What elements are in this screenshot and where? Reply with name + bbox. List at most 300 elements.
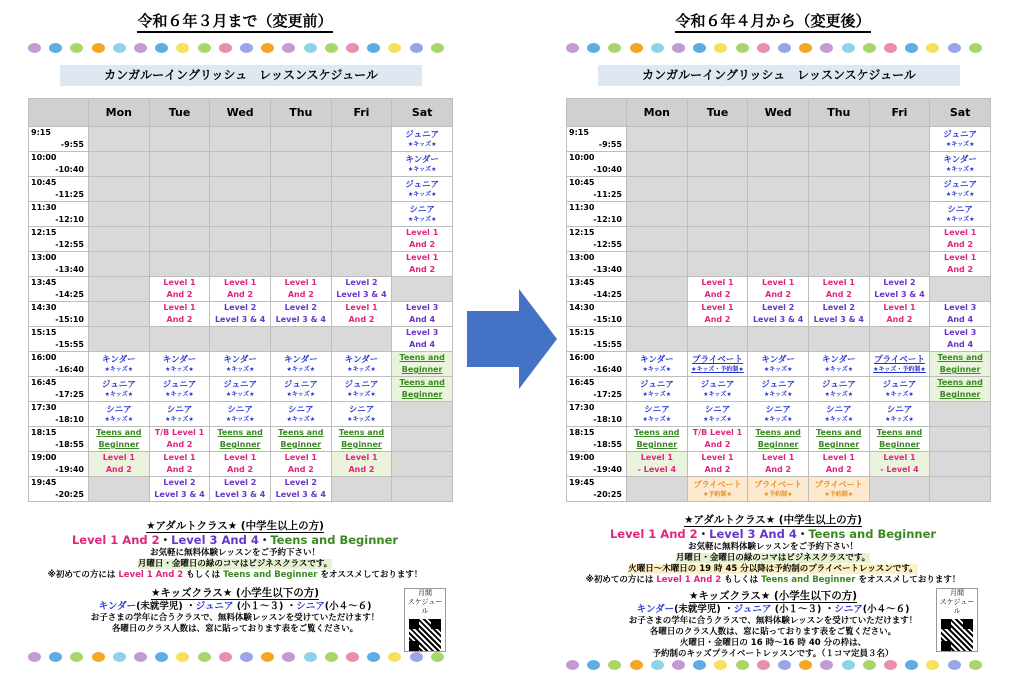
time-end: -15:55	[593, 340, 622, 349]
empty-slot	[89, 152, 150, 177]
time-end: -14:25	[55, 290, 84, 299]
class-slot	[392, 152, 453, 177]
time-start: 19:00	[31, 453, 57, 462]
empty-slot	[89, 202, 150, 227]
class-name: キンダー	[943, 155, 977, 165]
empty-slot	[808, 227, 869, 252]
time-slot-row	[29, 477, 453, 502]
class-name: ジュニア	[344, 380, 379, 390]
qr-code-box[interactable]	[936, 588, 978, 652]
class-name: Level 2	[822, 303, 855, 312]
time-end: -14:25	[593, 290, 622, 299]
class-slot	[687, 427, 748, 452]
info-line: お気軽に無料体験レッスンをご予約下さい！	[150, 548, 320, 558]
time-cell	[567, 177, 627, 202]
decorative-dot	[431, 43, 444, 53]
empty-slot	[687, 327, 748, 352]
class-name: Teens and	[634, 428, 680, 437]
decorative-dot	[820, 660, 833, 670]
empty-slot	[627, 127, 688, 152]
class-name: シニア	[947, 205, 973, 215]
empty-slot	[687, 252, 748, 277]
class-slot	[392, 352, 453, 377]
class-detail: Beginner	[280, 440, 322, 449]
class-slot	[270, 277, 331, 302]
class-detail: ★キッズ★	[347, 416, 376, 423]
class-name: シニア	[288, 405, 314, 415]
class-slot	[627, 402, 688, 427]
empty-slot	[808, 327, 869, 352]
time-cell	[567, 152, 627, 177]
class-name: キンダー	[344, 355, 379, 365]
class-name: ジュニア	[223, 380, 258, 390]
class-name: ジュニア	[162, 380, 197, 390]
decorative-dot	[240, 43, 253, 53]
class-name: Teens and	[217, 428, 263, 437]
empty-slot	[331, 252, 392, 277]
empty-slot	[210, 152, 271, 177]
decorative-dot	[92, 652, 105, 662]
time-end: -17:25	[593, 390, 622, 399]
decorative-dot	[587, 43, 600, 53]
class-slot	[930, 352, 991, 377]
decorative-dot	[155, 652, 168, 662]
class-name: Level 1	[284, 453, 317, 462]
class-slot	[270, 352, 331, 377]
time-cell	[567, 127, 627, 152]
time-end: -15:10	[593, 315, 622, 324]
info-line: ※初めての方には Level 1 And 2 もしくは Teens and Beginner をオススメしております！	[47, 570, 423, 580]
time-start: 13:45	[31, 278, 57, 287]
day-header: Sat	[392, 99, 453, 127]
time-slot-row	[29, 427, 453, 452]
class-slot	[210, 377, 271, 402]
empty-slot	[392, 277, 453, 302]
time-cell	[567, 427, 627, 452]
decorative-dot	[134, 43, 147, 53]
decorative-dot	[736, 43, 749, 53]
empty-slot	[270, 252, 331, 277]
empty-slot	[210, 127, 271, 152]
class-detail: Beginner	[341, 440, 382, 449]
class-name: Level 1	[701, 453, 734, 462]
decorative-dot	[49, 652, 62, 662]
class-slot	[869, 352, 930, 377]
time-cell	[29, 477, 89, 502]
class-slot	[210, 477, 271, 502]
time-start: 18:15	[31, 428, 57, 437]
class-name: Teens and	[937, 353, 983, 362]
time-end: -16:40	[593, 365, 622, 374]
class-detail: And 2	[886, 315, 913, 324]
class-detail: And 4	[947, 315, 974, 324]
corner-cell	[567, 99, 627, 127]
class-detail: Beginner	[879, 440, 920, 449]
class-detail: And 2	[704, 440, 731, 449]
class-detail: ★キッズ★	[763, 391, 793, 398]
class-slot	[331, 277, 392, 302]
decorative-dot	[304, 43, 317, 53]
class-slot	[808, 377, 869, 402]
empty-slot	[210, 177, 271, 202]
class-slot	[930, 127, 991, 152]
time-slot-row	[29, 177, 453, 202]
info-line: 火曜日〜木曜日の 19 時 45 分以降は予約制のプライベートレッスンです。	[628, 564, 918, 574]
time-start: 10:45	[569, 178, 595, 187]
class-name: Teens and	[876, 428, 923, 437]
decorative-dot	[431, 652, 444, 662]
decorative-dot	[70, 43, 83, 53]
time-start: 16:00	[569, 353, 595, 362]
empty-slot	[149, 202, 210, 227]
class-name: Teens and	[816, 428, 862, 437]
class-detail: And 2	[947, 265, 974, 274]
class-detail: And 2	[227, 465, 254, 474]
class-slot	[331, 352, 392, 377]
class-slot	[270, 402, 331, 427]
qr-code-icon[interactable]	[409, 619, 441, 651]
qr-label: スケジュール	[939, 598, 975, 615]
schedule-banner: カンガルーイングリッシュ レッスンスケジュール	[60, 65, 422, 86]
class-detail: And 2	[704, 290, 731, 299]
class-name: Level 2	[163, 478, 196, 487]
time-start: 12:15	[31, 228, 57, 237]
class-detail: ★キッズ★	[642, 416, 672, 423]
class-detail: ★キッズ★	[286, 391, 316, 398]
time-slot-row	[567, 227, 991, 252]
class-slot	[331, 427, 392, 452]
time-end: -15:55	[55, 340, 84, 349]
time-start: 11:30	[569, 203, 595, 212]
info-block	[20, 519, 450, 635]
time-start: 16:45	[31, 378, 57, 387]
class-name: ジュニア	[943, 180, 978, 190]
empty-slot	[89, 227, 150, 252]
class-detail: And 2	[825, 290, 852, 299]
decorative-dot	[842, 43, 855, 53]
class-slot	[930, 252, 991, 277]
class-detail: Level 3 & 4	[752, 315, 804, 324]
class-name: Level 1	[944, 253, 977, 262]
decorative-dot	[261, 652, 274, 662]
class-name: Level 1	[822, 278, 855, 287]
class-detail: - Level 4	[637, 465, 677, 474]
decorative-dot	[92, 43, 105, 53]
decorative-dot	[198, 43, 211, 53]
adult-classes: Level 1 And 2・Level 3 And 4・Teens and Beginner	[71, 533, 399, 547]
day-header: Thu	[270, 99, 331, 127]
class-detail: And 2	[765, 465, 792, 474]
class-name: Level 1	[163, 303, 196, 312]
day-header: Tue	[687, 99, 748, 127]
class-name: Level 1	[284, 278, 317, 287]
class-name: Level 1	[883, 453, 916, 462]
class-slot	[89, 402, 150, 427]
empty-slot	[149, 152, 210, 177]
class-name: Level 1	[163, 278, 196, 287]
time-start: 11:30	[31, 203, 57, 212]
decorative-dot	[714, 43, 727, 53]
empty-slot	[627, 327, 688, 352]
time-start: 16:00	[31, 353, 57, 362]
class-name: Teens and	[338, 428, 385, 437]
time-slot-row	[567, 352, 991, 377]
class-name: Level 1	[640, 453, 673, 462]
time-end: -20:25	[593, 490, 622, 499]
info-line: お子さまの学年に合うクラスで、無料体験レッスンを受けていただけます！	[90, 613, 380, 623]
class-name: Level 1	[701, 278, 734, 287]
day-header: Mon	[89, 99, 150, 127]
empty-slot	[627, 277, 688, 302]
decorative-dot	[948, 660, 961, 670]
time-end: -12:10	[55, 215, 84, 224]
class-name: Teens and	[755, 428, 801, 437]
empty-slot	[808, 252, 869, 277]
decorative-dot	[608, 660, 621, 670]
class-detail: And 2	[704, 315, 731, 324]
decorative-dot	[261, 43, 274, 53]
class-name: Level 3	[406, 303, 439, 312]
empty-slot	[149, 177, 210, 202]
decorative-dot	[757, 43, 770, 53]
info-line: お気軽に無料体験レッスンをご予約下さい！	[688, 542, 858, 552]
time-cell	[29, 427, 89, 452]
empty-slot	[210, 202, 271, 227]
class-slot	[210, 352, 271, 377]
class-detail: And 2	[409, 265, 436, 274]
class-slot	[687, 402, 748, 427]
info-line: 月曜日・金曜日の緑のコマはビジネスクラスです。	[675, 553, 871, 563]
decorative-dot	[346, 43, 359, 53]
class-detail: ★キッズ★	[945, 141, 975, 148]
class-slot	[149, 402, 210, 427]
empty-slot	[331, 152, 392, 177]
time-slot-row	[567, 427, 991, 452]
empty-slot	[808, 177, 869, 202]
time-end: -10:40	[55, 165, 84, 174]
class-slot	[627, 427, 688, 452]
class-slot	[89, 427, 150, 452]
time-cell	[29, 377, 89, 402]
time-cell	[29, 327, 89, 352]
time-slot-row	[29, 152, 453, 177]
time-slot-row	[567, 377, 991, 402]
time-end: -12:55	[55, 240, 84, 249]
time-end: -9:55	[598, 140, 622, 149]
class-name: Level 2	[224, 303, 257, 312]
schedule-banner: カンガルーイングリッシュ レッスンスケジュール	[598, 65, 960, 86]
class-detail: ★キッズ★	[885, 391, 914, 398]
class-slot	[748, 352, 809, 377]
qr-label: スケジュール	[407, 598, 443, 615]
time-start: 13:45	[569, 278, 595, 287]
class-slot	[869, 277, 930, 302]
class-name: ジュニア	[943, 130, 978, 140]
class-slot	[392, 377, 453, 402]
class-slot	[627, 377, 688, 402]
class-detail: ★予約制★	[763, 491, 793, 498]
class-detail: ★キッズ★	[165, 416, 194, 423]
decorative-dot	[176, 652, 189, 662]
info-line: 月曜日・金曜日の緑のコマはビジネスクラスです。	[137, 559, 333, 569]
empty-slot	[687, 177, 748, 202]
class-slot	[930, 152, 991, 177]
empty-slot	[331, 202, 392, 227]
class-name: ジュニア	[405, 180, 440, 190]
class-name: Level 1	[762, 278, 795, 287]
day-header: Thu	[808, 99, 869, 127]
class-slot	[149, 277, 210, 302]
class-name: ジュニア	[283, 380, 318, 390]
decorative-dot	[566, 660, 579, 670]
time-cell	[567, 227, 627, 252]
decorative-dot	[304, 652, 317, 662]
time-slot-row	[29, 302, 453, 327]
decorative-dot	[969, 43, 982, 53]
decorative-dot	[778, 43, 791, 53]
qr-label: 月間	[418, 589, 432, 597]
class-slot	[808, 277, 869, 302]
class-name: Level 3	[944, 328, 977, 337]
class-detail: And 2	[825, 465, 852, 474]
time-end: -18:10	[593, 415, 622, 424]
class-slot	[748, 277, 809, 302]
class-slot	[808, 427, 869, 452]
class-detail: And 4	[947, 340, 974, 349]
class-detail: Beginner	[939, 365, 981, 374]
decorative-dot	[863, 43, 876, 53]
class-slot	[89, 352, 150, 377]
class-slot	[808, 402, 869, 427]
empty-slot	[687, 227, 748, 252]
time-slot-row	[29, 202, 453, 227]
time-end: -9:55	[60, 140, 84, 149]
qr-code-icon[interactable]	[941, 619, 973, 651]
time-end: -11:25	[593, 190, 622, 199]
empty-slot	[331, 227, 392, 252]
class-slot	[331, 377, 392, 402]
class-name: Level 2	[284, 478, 317, 487]
schedule-table	[28, 98, 453, 502]
decorative-dot	[240, 652, 253, 662]
empty-slot	[869, 227, 930, 252]
class-slot	[808, 302, 869, 327]
class-slot	[930, 327, 991, 352]
class-detail: And 2	[166, 290, 193, 299]
decorative-dot	[155, 43, 168, 53]
time-cell	[567, 327, 627, 352]
class-detail: And 2	[105, 465, 132, 474]
adult-heading: ★アダルトクラス★ (中学生以上の方)	[146, 520, 324, 532]
time-start: 19:45	[569, 478, 595, 487]
class-slot	[270, 427, 331, 452]
class-name: シニア	[348, 405, 375, 415]
class-detail: Beginner	[401, 365, 443, 374]
class-name: Level 2	[284, 303, 317, 312]
arrow-right-icon	[467, 289, 557, 389]
empty-slot	[930, 277, 991, 302]
class-slot	[149, 427, 210, 452]
decorative-dot	[219, 652, 232, 662]
panel-title: 令和６年３月まで（変更前）	[20, 10, 450, 31]
class-detail: ★キッズ★	[945, 166, 975, 173]
class-slot	[748, 427, 809, 452]
class-name: ジュニア	[101, 380, 136, 390]
class-detail: Level 3 & 4	[813, 315, 864, 324]
class-detail: And 2	[166, 440, 193, 449]
empty-slot	[627, 252, 688, 277]
empty-slot	[270, 202, 331, 227]
class-detail: And 2	[348, 465, 375, 474]
class-slot	[808, 452, 869, 477]
decorative-dot	[346, 652, 359, 662]
time-start: 17:30	[569, 403, 595, 412]
time-end: -13:40	[593, 265, 622, 274]
time-start: 9:15	[31, 128, 51, 137]
time-start: 10:00	[569, 153, 595, 162]
class-detail: And 2	[348, 315, 375, 324]
class-slot	[687, 452, 748, 477]
class-name: ジュニア	[639, 380, 674, 390]
decorative-dot	[651, 660, 664, 670]
decorative-dot	[926, 43, 939, 53]
class-name: プライベート	[874, 355, 925, 365]
info-line: お子さまの学年に合うクラスで、無料体験レッスンを受けていただけます！	[628, 616, 918, 626]
decorative-dot	[282, 43, 295, 53]
class-name: キンダー	[761, 355, 795, 365]
time-end: -15:10	[55, 315, 84, 324]
class-slot	[392, 127, 453, 152]
class-slot	[331, 402, 392, 427]
empty-slot	[149, 252, 210, 277]
qr-code-box[interactable]	[404, 588, 446, 652]
time-slot-row	[29, 352, 453, 377]
decorative-dot	[587, 660, 600, 670]
decorative-dot	[176, 43, 189, 53]
decorative-dot	[778, 660, 791, 670]
class-slot	[687, 377, 748, 402]
class-name: Level 1	[102, 453, 135, 462]
class-detail: ★キッズ・予約制★	[873, 366, 926, 373]
empty-slot	[869, 327, 930, 352]
class-detail: Level 3 & 4	[154, 490, 205, 499]
decorative-dot	[884, 43, 897, 53]
time-cell	[29, 152, 89, 177]
schedule-table	[566, 98, 991, 502]
class-detail: Level 3 & 4	[336, 290, 387, 299]
class-slot	[687, 477, 748, 502]
time-start: 18:15	[569, 428, 595, 437]
class-slot	[149, 352, 210, 377]
kids-classes: キンダー(未就学児) ・ジュニア (小１〜３) ・シニア(小４〜６)	[98, 601, 372, 612]
time-cell	[567, 452, 627, 477]
class-detail: ★キッズ★	[104, 391, 134, 398]
time-end: -12:10	[593, 215, 622, 224]
class-detail: ★キッズ★	[407, 166, 437, 173]
class-slot	[149, 302, 210, 327]
class-name: プライベート	[693, 480, 742, 489]
decorative-dot	[282, 652, 295, 662]
class-name: キンダー	[284, 355, 318, 365]
empty-slot	[392, 427, 453, 452]
class-name: Level 1	[345, 303, 378, 312]
class-name: Level 3	[406, 328, 439, 337]
empty-slot	[331, 127, 392, 152]
decorative-dot	[113, 43, 126, 53]
class-detail: And 2	[704, 465, 731, 474]
class-slot	[748, 302, 809, 327]
empty-slot	[627, 477, 688, 502]
